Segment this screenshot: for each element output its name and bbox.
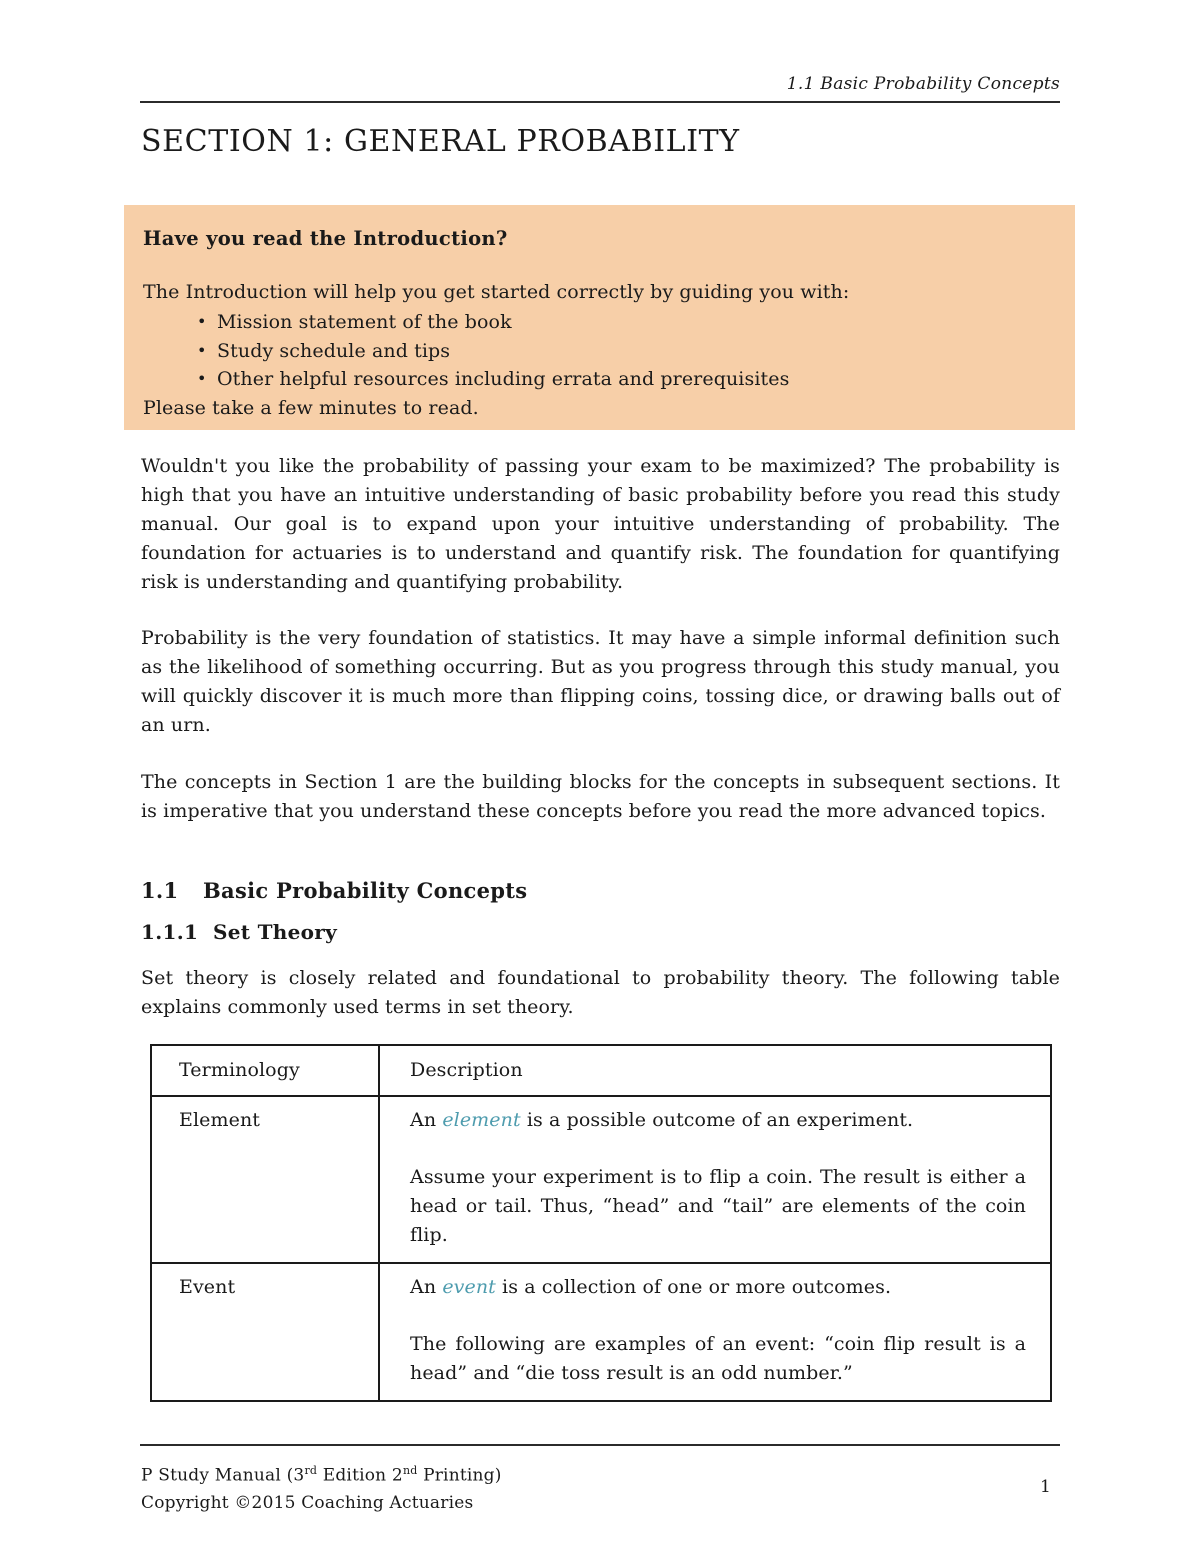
footer-manual-prefix: P Study Manual (3 [141,1465,305,1486]
body-paragraph-1: Wouldn't you like the probability of passing your exam to be maximized? The probability is high that you have an intuitive understanding of basic probability before you read this study manual. Our goal is to expand upon your intuitive understanding of probability. The foundation for actuaries is to understand and quantify risk. The foundation for quantifying risk is understanding and quantifying probability. [141,455,1060,593]
term-cell: Event [151,1263,379,1401]
heading-1-1-1 [141,920,337,944]
list-item-label: Mission statement of the book [217,311,512,333]
list-item [143,365,1055,394]
introduction-callout [124,205,1075,430]
description-body: Assume your experiment is to flip a coin. The result is either a head or tail. Thus, “head” and “tail” are elements of the coin flip. [410,1166,1026,1246]
list-item-label: Study schedule and tips [217,339,451,362]
description-cell [379,1263,1051,1401]
callout-lead-text: The Introduction will help you get started correctly by guiding you with: [143,281,850,303]
table-row [151,1096,1051,1263]
list-item-label: Other helpful resources including errata and prerequisites [217,368,790,390]
highlighted-term: element [442,1109,521,1131]
callout-closing-text: Please take a few minutes to read. [143,396,479,419]
heading-1-1-number: 1.1 [141,878,179,903]
lead-suffix: is a possible outcome of an experiment. [520,1109,914,1131]
page-number: 1 [1040,1477,1051,1497]
set-theory-table [150,1044,1052,1402]
term-cell: Element [151,1096,379,1263]
description-lead [410,1106,1026,1135]
footer-manual-mid: Edition 2 [317,1465,403,1486]
heading-1-1-1-label: Set Theory [213,920,338,944]
column-header-description: Description [379,1045,1051,1096]
bullet-icon: • [197,369,207,388]
body-paragraph-2: Probability is the very foundation of statistics. It may have a simple informal definition such as the likelihood of something occurring. But as you progress through this study manual, you will quickly discover it is much more than flipping coins, tossing dice, or drawing balls out of an urn. [141,627,1060,736]
table-header-row [151,1045,1051,1096]
table-row [151,1263,1051,1401]
lead-suffix: is a collection of one or more outcomes. [495,1276,892,1298]
heading-1-1 [141,878,527,903]
footer-line-1 [141,1457,502,1490]
bullet-icon: • [197,312,207,331]
footer-text [141,1457,502,1517]
footer-manual-suffix: Printing) [417,1465,502,1486]
description-cell [379,1096,1051,1263]
callout-bullet-list [143,308,1055,394]
column-header-terminology: Terminology [151,1045,379,1096]
description-lead [410,1273,1026,1302]
list-item [143,337,1055,366]
footer-divider [140,1444,1060,1446]
lead-prefix: An [410,1109,443,1131]
lead-prefix: An [410,1276,443,1298]
footer-ordinal-rd: rd [304,1464,318,1477]
body-paragraph-3: The concepts in Section 1 are the building blocks for the concepts in subsequent sections. It is imperative that you understand these concepts before you read the more advanced topics. [141,771,1060,822]
bullet-icon: • [197,340,207,360]
heading-1-1-1-number: 1.1.1 [141,920,199,944]
body-paragraph-4: Set theory is closely related and foundational to probability theory. The following table explains commonly used terms in set theory. [141,967,1060,1018]
list-item [143,308,1055,337]
footer-line-2: Copyright ©2015 Coaching Actuaries [141,1492,474,1513]
running-header: 1.1 Basic Probability Concepts [786,74,1060,94]
footer-ordinal-nd: nd [402,1464,418,1477]
callout-title: Have you read the Introduction? [143,227,508,250]
page-title: SECTION 1: GENERAL PROBABILITY [141,124,740,159]
heading-1-1-label: Basic Probability Concepts [203,878,528,903]
header-divider [140,101,1060,103]
highlighted-term: event [442,1276,496,1298]
description-body: The following are examples of an event: “coin flip result is a head” and “die toss result is an odd number.” [410,1333,1026,1384]
